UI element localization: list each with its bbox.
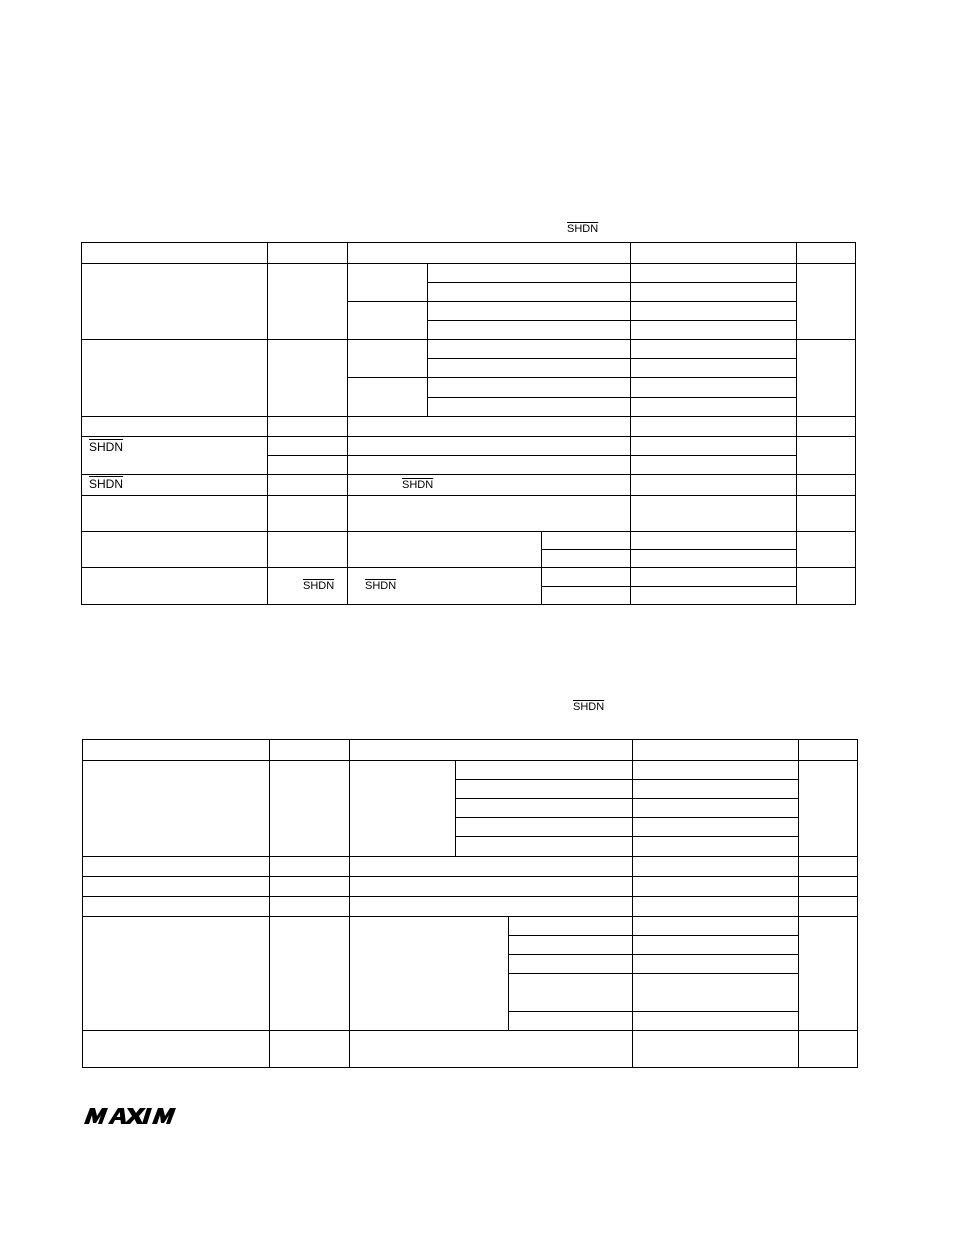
table1-caption-shdn: SHDN <box>567 223 599 235</box>
table1-param-shdn-a: SHDN <box>89 440 124 454</box>
table1-symbol-shdn-last: SHDN <box>303 580 335 592</box>
table1-cond-shdn-last: SHDN <box>365 580 397 592</box>
table1-cond-shdn-b: SHDN <box>402 479 434 491</box>
table1-param-shdn-b: SHDN <box>89 477 124 491</box>
table2-caption-shdn: SHDN <box>573 701 605 713</box>
maxim-logo <box>84 1106 192 1126</box>
